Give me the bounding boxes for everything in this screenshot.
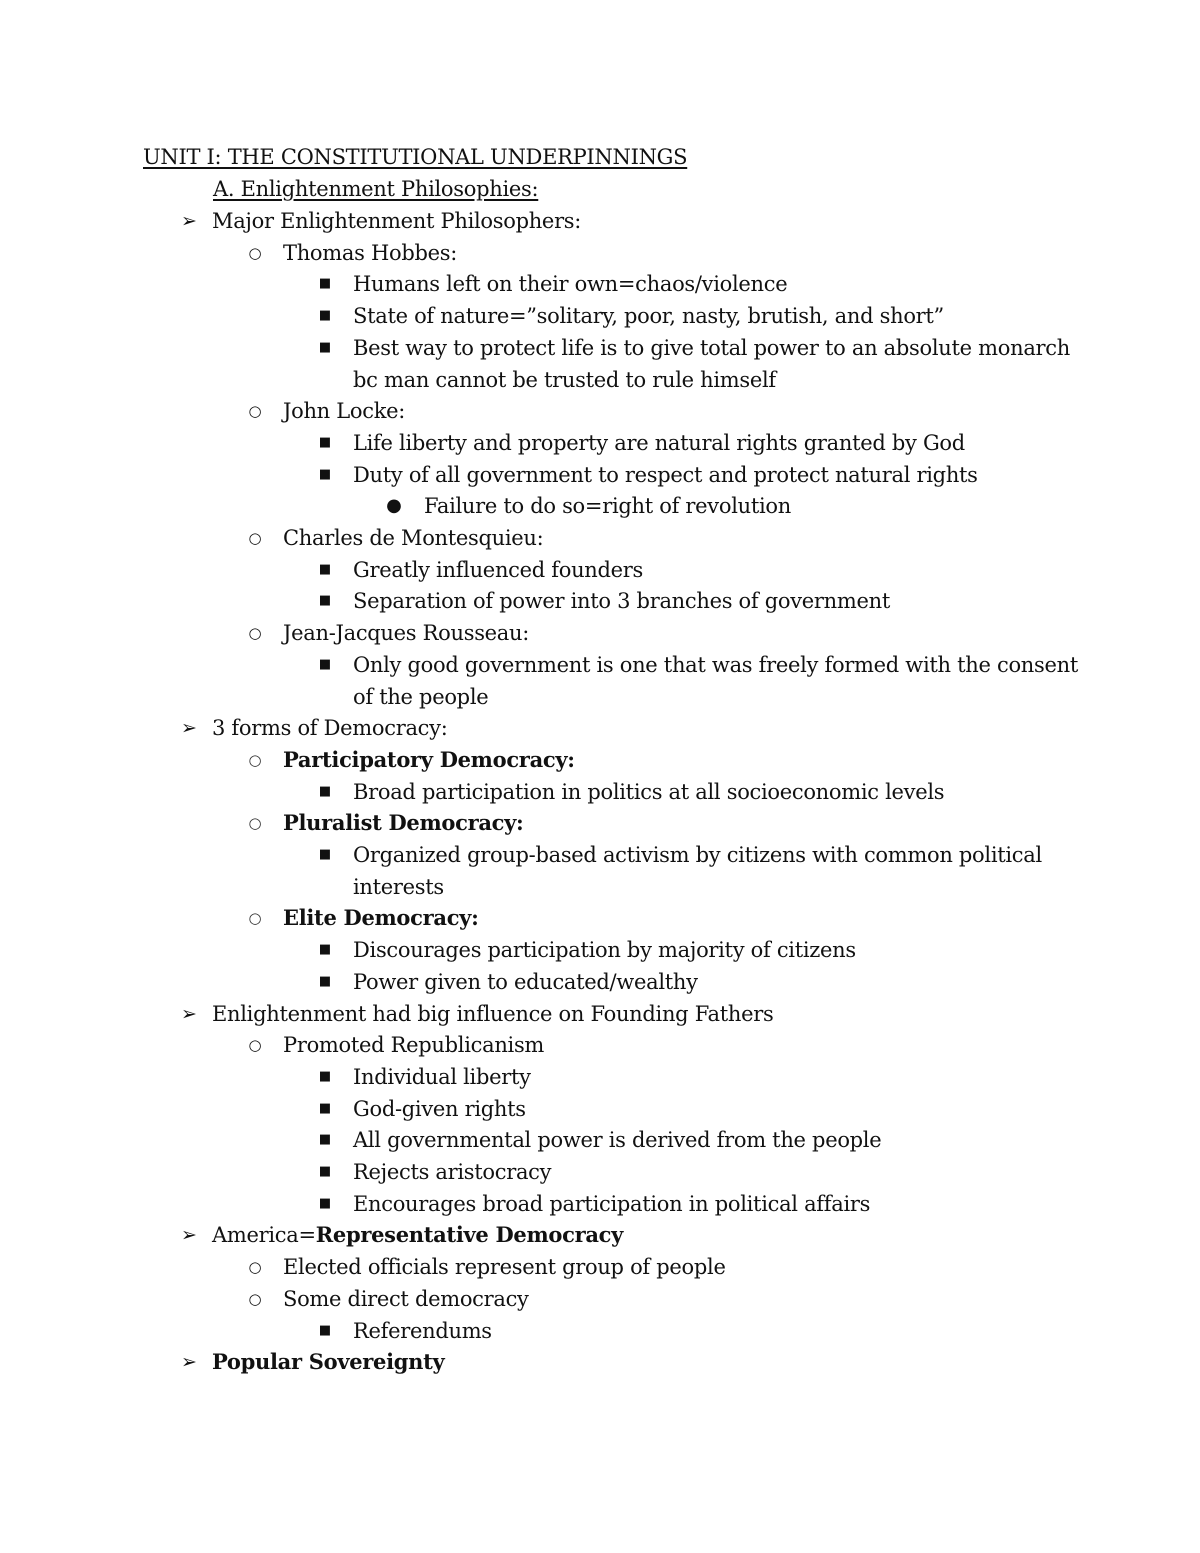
outline-item-level-3	[353, 1093, 526, 1125]
outline-item-level-3	[353, 649, 1078, 681]
outline-item-level-3	[353, 585, 890, 617]
section-heading: A. Enlightenment Philosophies:	[213, 177, 539, 201]
square-bullet-icon: ■	[318, 434, 332, 450]
circle-bullet-icon: ○	[248, 529, 262, 547]
outline-item-level-2	[283, 902, 479, 934]
circle-bullet-icon: ○	[248, 402, 262, 421]
outline-item-level-4	[424, 490, 791, 522]
square-bullet-icon: ■	[318, 847, 332, 862]
outline-item-level-1	[212, 1219, 623, 1251]
dotted-circle-bullet-icon: ○	[248, 814, 262, 833]
outline-item-continuation: interests	[353, 874, 444, 899]
outline-item-text: Encourages broad participation in political affairs	[353, 1191, 871, 1216]
dot-bullet-icon: ●	[386, 495, 402, 517]
outline-item-text: Duty of all government to respect and protect natural rights	[353, 462, 978, 487]
outline-item-level-1	[212, 1346, 444, 1378]
outline-item-level-3	[353, 1124, 881, 1156]
circle-bullet-icon: ○	[248, 1036, 262, 1055]
outline-item-level-3	[353, 300, 944, 332]
arrow-bullet-icon: ➢	[181, 210, 197, 232]
outline-item-level-2	[283, 1283, 529, 1315]
outline-item-text: 3 forms of Democracy:	[212, 716, 448, 741]
square-bullet-icon: ■	[318, 973, 332, 989]
outline-item-text: America=	[212, 1223, 316, 1248]
outline-item-level-3	[353, 776, 944, 808]
square-bullet-icon: ■	[318, 593, 332, 609]
outline-item-level-3	[353, 332, 1070, 364]
square-bullet-icon: ■	[318, 1195, 332, 1211]
outline-item-level-3	[353, 268, 787, 300]
square-bullet-icon: ■	[318, 1132, 332, 1148]
circle-bullet-icon: ○	[248, 243, 262, 262]
outline-item-text: Broad participation in politics at all socioeconomic levels	[353, 779, 945, 804]
outline-item-level-2	[283, 617, 529, 649]
square-bullet-icon: ■	[318, 783, 332, 799]
outline-item-level-2	[283, 744, 575, 776]
outline-item-text: Individual liberty	[353, 1064, 531, 1089]
outline-item-text: Discourages participation by majority of citizens	[353, 938, 856, 963]
square-bullet-icon: ■	[318, 561, 332, 577]
outline-item-text: Greatly influenced founders	[353, 557, 644, 582]
outline-item-text: Best way to protect life is to give total power to an absolute monarch	[353, 335, 1070, 360]
outline-item-text: Jean-Jacques Rousseau:	[283, 621, 530, 646]
outline-item-level-3	[353, 427, 965, 459]
outline-item-text: Failure to do so=right of revolution	[424, 494, 791, 519]
outline-item-text: Major Enlightenment Philosophers:	[212, 209, 582, 233]
square-bullet-icon: ■	[318, 942, 332, 958]
outline-item-level-1	[212, 998, 773, 1030]
outline-item-level-3	[353, 554, 643, 586]
outline-item-continuation: bc man cannot be trusted to rule himself	[353, 367, 776, 392]
outline-item-level-1	[212, 712, 448, 744]
outline-item-text: Participatory Democracy:	[283, 746, 575, 772]
square-bullet-icon: ■	[318, 308, 332, 324]
square-bullet-icon: ■	[318, 466, 332, 482]
outline-item-level-2	[283, 522, 543, 554]
outline-item-text: State of nature=”solitary, poor, nasty, brutish, and short”	[353, 304, 944, 329]
square-bullet-icon: ■	[318, 1322, 332, 1338]
circle-bullet-icon: ○	[248, 1258, 262, 1277]
outline-item-text: Power given to educated/wealthy	[353, 969, 698, 994]
square-bullet-icon: ■	[318, 339, 332, 355]
outline-item-text: John Locke:	[283, 399, 406, 424]
outline-item-text: Referendums	[353, 1318, 492, 1343]
outline-item-level-2	[283, 237, 457, 269]
unit-heading: UNIT I: THE CONSTITUTIONAL UNDERPINNINGS	[143, 145, 688, 169]
outline-item-text: Enlightenment had big influence on Founding Fathers	[212, 1001, 774, 1026]
arrow-bullet-icon: ➢	[181, 717, 197, 740]
outline-item-level-3	[353, 934, 856, 966]
outline-item-text: Elected officials represent group of people	[283, 1255, 726, 1280]
outline-item-text: Some direct democracy	[283, 1286, 529, 1311]
outline-item-text: Charles de Montesquieu:	[283, 526, 544, 550]
outline-item-text: Only good government is one that was freely formed with the consent	[353, 652, 1078, 677]
dotted-circle-bullet-icon: ○	[248, 750, 262, 769]
square-bullet-icon: ■	[318, 1100, 332, 1116]
outline-item-level-2	[283, 1029, 544, 1061]
outline-item-level-3	[353, 1061, 531, 1093]
outline-item-level-3	[353, 1188, 870, 1220]
outline-item-text: Elite Democracy:	[283, 905, 479, 931]
outline-item-text: Thomas Hobbes:	[283, 240, 457, 265]
arrow-bullet-icon: ➢	[181, 1002, 197, 1025]
outline-item-level-1	[212, 205, 581, 237]
outline-item-text: Rejects aristocracy	[353, 1160, 552, 1184]
outline-item-text: Organized group-based activism by citizens with common political	[353, 843, 1042, 867]
outline-item-level-3	[353, 1156, 551, 1188]
outline-item-text: Popular Sovereignty	[212, 1349, 445, 1375]
outline-item-level-2	[283, 807, 524, 839]
outline-item-level-3	[353, 966, 698, 998]
square-bullet-icon: ■	[318, 1164, 332, 1179]
outline-item-text: Promoted Republicanism	[283, 1033, 545, 1058]
outline-item-continuation: of the people	[353, 684, 489, 709]
outline-item-level-3	[353, 839, 1042, 871]
outline-item-text: Pluralist Democracy:	[283, 810, 524, 836]
dotted-circle-bullet-icon: ○	[248, 909, 262, 928]
outline-item-level-2	[283, 1251, 726, 1283]
square-bullet-icon: ■	[318, 656, 332, 672]
outline-item-bold-text: Representative Democracy	[315, 1222, 624, 1248]
circle-bullet-icon: ○	[248, 624, 262, 643]
outline-item-text: All governmental power is derived from the people	[353, 1128, 882, 1153]
arrow-bullet-icon: ➢	[181, 1351, 197, 1374]
outline-item-level-3	[353, 1315, 492, 1347]
arrow-bullet-icon: ➢	[181, 1224, 197, 1247]
circle-bullet-icon: ○	[248, 1289, 262, 1308]
outline-item-level-3	[353, 459, 978, 491]
outline-item-text: Separation of power into 3 branches of government	[353, 589, 890, 614]
square-bullet-icon: ■	[318, 1068, 332, 1084]
outline-item-text: God-given rights	[353, 1096, 526, 1121]
outline-item-text: Humans left on their own=chaos/violence	[353, 272, 788, 297]
outline-item-text: Life liberty and property are natural rights granted by God	[353, 430, 965, 455]
square-bullet-icon: ■	[318, 276, 332, 292]
outline-item-level-2	[283, 395, 405, 427]
